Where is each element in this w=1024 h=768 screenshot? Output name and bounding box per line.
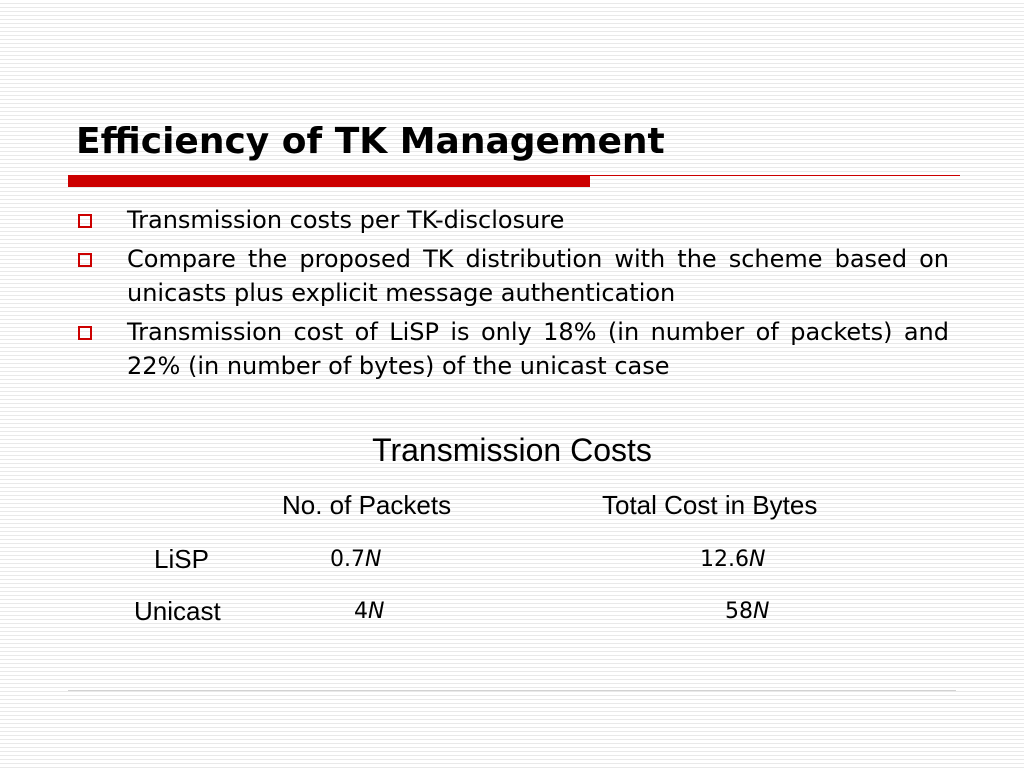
hollow-square-bullet-icon (78, 326, 92, 340)
title-underline-thin (590, 175, 960, 176)
hollow-square-bullet-icon (78, 253, 92, 267)
bullet-item (76, 315, 949, 383)
hollow-square-bullet-icon (78, 214, 92, 228)
cell-lisp-packets: 0.7N (330, 547, 382, 572)
row-label-lisp: LiSP (154, 544, 209, 574)
footer-divider (68, 690, 956, 691)
cell-unicast-packets: 4N (354, 599, 385, 624)
bullet-item (76, 242, 949, 310)
cell-lisp-bytes: 12.6N (700, 547, 766, 572)
bullet-text: Transmission costs per TK-disclosure (127, 206, 565, 234)
cell-unicast-bytes: 58N (725, 599, 770, 624)
slide-title: Efficiency of TK Management (76, 121, 665, 162)
bullet-text: Compare the proposed TK distribution with the scheme based on unicasts plus explicit message authentication (127, 245, 949, 307)
bullet-list (76, 203, 949, 388)
title-underline-thick (68, 175, 590, 187)
bullet-item (76, 203, 949, 237)
table-title: Transmission Costs (372, 432, 652, 468)
bullet-text: Transmission cost of LiSP is only 18% (in number of packets) and 22% (in number of bytes) of the unicast case (127, 318, 949, 380)
column-header-packets: No. of Packets (282, 490, 452, 520)
column-header-bytes: Total Cost in Bytes (602, 490, 818, 520)
row-label-unicast: Unicast (134, 596, 221, 626)
